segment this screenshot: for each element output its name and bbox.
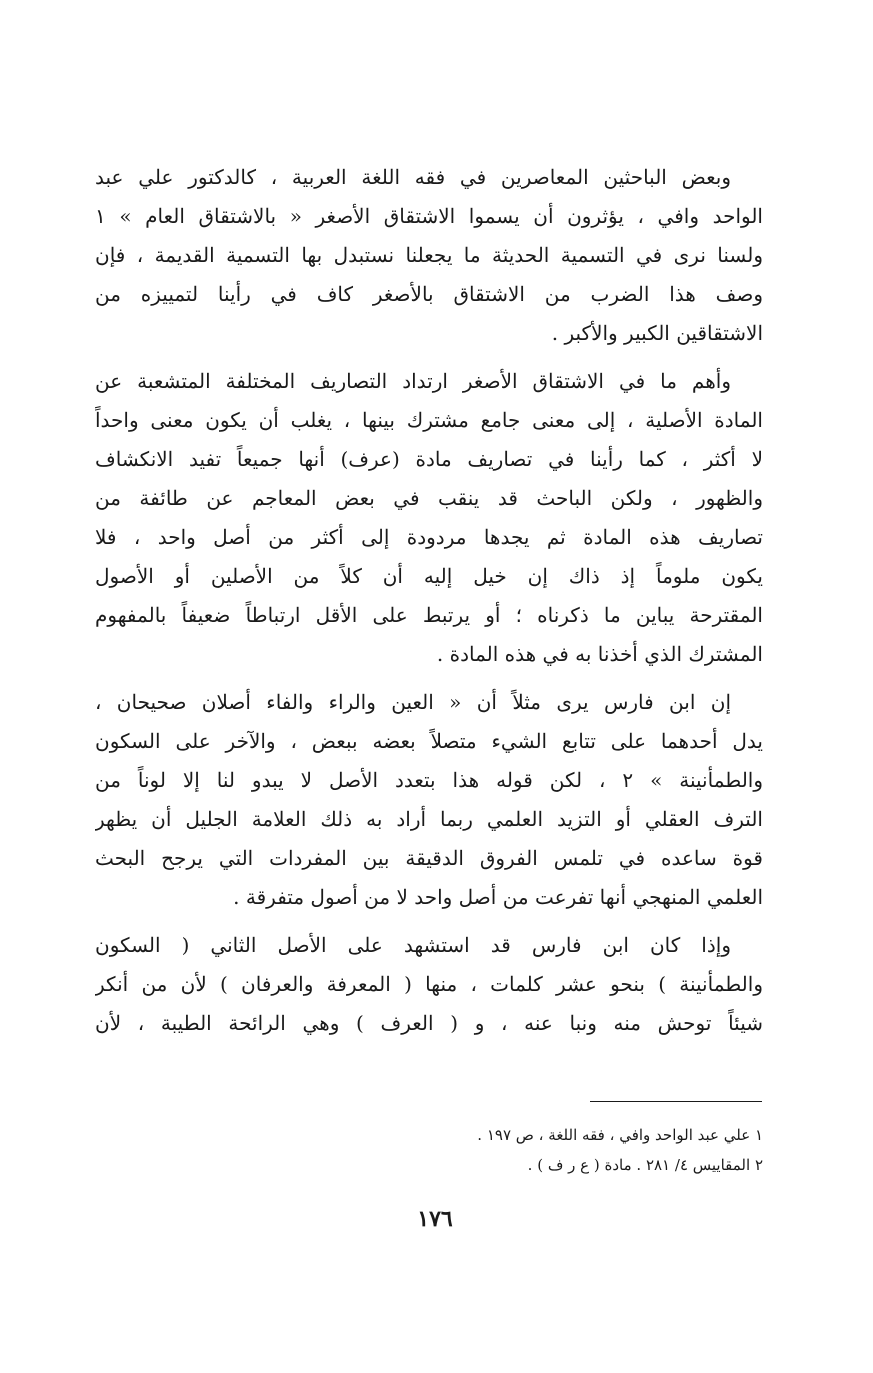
text-line: تصاريف هذه المادة ثم يجدها مردودة إلى أكثر من أصل واحد ، فلا [95, 525, 763, 549]
paragraph-3 [95, 683, 763, 917]
text-line: الواحد وافي ، يؤثرون أن يسموا الاشتقاق الأصغر « بالاشتقاق العام » ١ [95, 204, 763, 228]
paragraph-2 [95, 362, 763, 674]
text-line: لا أكثر ، كما رأينا في تصاريف مادة (عرف) أنها جميعاً تفيد الانكشاف [95, 447, 763, 471]
text-line: المقترحة يباين ما ذكرناه ؛ أو يرتبط على الأقل ارتباطاً ضعيفاً بالمفهوم [95, 603, 763, 627]
text-line: والطمأنينة » ٢ ، لكن قوله هذا بتعدد الأصل لا يبدو لنا إلا لوناً من [95, 768, 763, 792]
text-line: شيئاً توحش منه ونبا عنه ، و ( العرف ) وهي الرائحة الطيبة ، لأن [95, 1011, 763, 1035]
text-line: يدل أحدهما على تتابع الشيء متصلاً بعضه ببعض ، والآخر على السكون [95, 729, 763, 753]
text-line: الترف العقلي أو التزيد العلمي ربما أراد به ذلك العلامة الجليل أن يظهر [95, 807, 763, 831]
text-line: وصف هذا الضرب من الاشتقاق بالأصغر كاف في رأينا لتمييزه من [95, 282, 763, 306]
text-line: المشترك الذي أخذنا به في هذه المادة . [436, 642, 763, 666]
footnotes [300, 1120, 763, 1180]
text-line: وبعض الباحثين المعاصرين في فقه اللغة العربية ، كالدكتور علي عبد [95, 165, 731, 189]
page-number: ١٧٦ [417, 1206, 453, 1232]
text-line: وإذا كان ابن فارس قد استشهد على الأصل الثاني ( السكون [95, 933, 731, 957]
text-line: وأهم ما في الاشتقاق الأصغر ارتداد التصاريف المختلفة المتشعبة عن [95, 369, 731, 393]
paragraph-4 [95, 926, 763, 1043]
text-line: والظهور ، ولكن الباحث قد ينقب في بعض المعاجم عن طائفة من [95, 486, 763, 510]
text-line: العلمي المنهجي أنها تفرعت من أصل واحد لا من أصول متفرقة . [233, 885, 763, 909]
text-line: يكون ملوماً إذ ذاك إن خيل إليه أن كلاً من الأصلين أو الأصول [95, 564, 763, 588]
text-line: قوة ساعده في تلمس الفروق الدقيقة بين المفردات التي يرجح البحث [95, 846, 763, 870]
footnote-divider [590, 1101, 762, 1102]
text-line: إن ابن فارس يرى مثلاً أن « العين والراء والفاء أصلان صحيحان ، [95, 690, 731, 714]
footnote-2: ٢ المقاييس ٤/ ٢٨١ . مادة ( ع ر ف ) . [527, 1156, 763, 1174]
paragraph-1 [95, 158, 763, 353]
text-line: ولسنا نرى في التسمية الحديثة ما يجعلنا نستبدل بها التسمية القديمة ، فإن [95, 243, 763, 267]
footnote-1: ١ علي عبد الواحد وافي ، فقه اللغة ، ص ١٩٧ . [477, 1126, 763, 1144]
body-text [95, 158, 763, 1052]
text-line: الاشتقاقين الكبير والأكبر . [551, 321, 763, 345]
text-line: والطمأنينة ) بنحو عشر كلمات ، منها ( المعرفة والعرفان ) لأن من أنكر [95, 972, 763, 996]
text-line: المادة الأصلية ، إلى معنى جامع مشترك بينها ، يغلب أن يكون معنى واحداً [95, 408, 763, 432]
